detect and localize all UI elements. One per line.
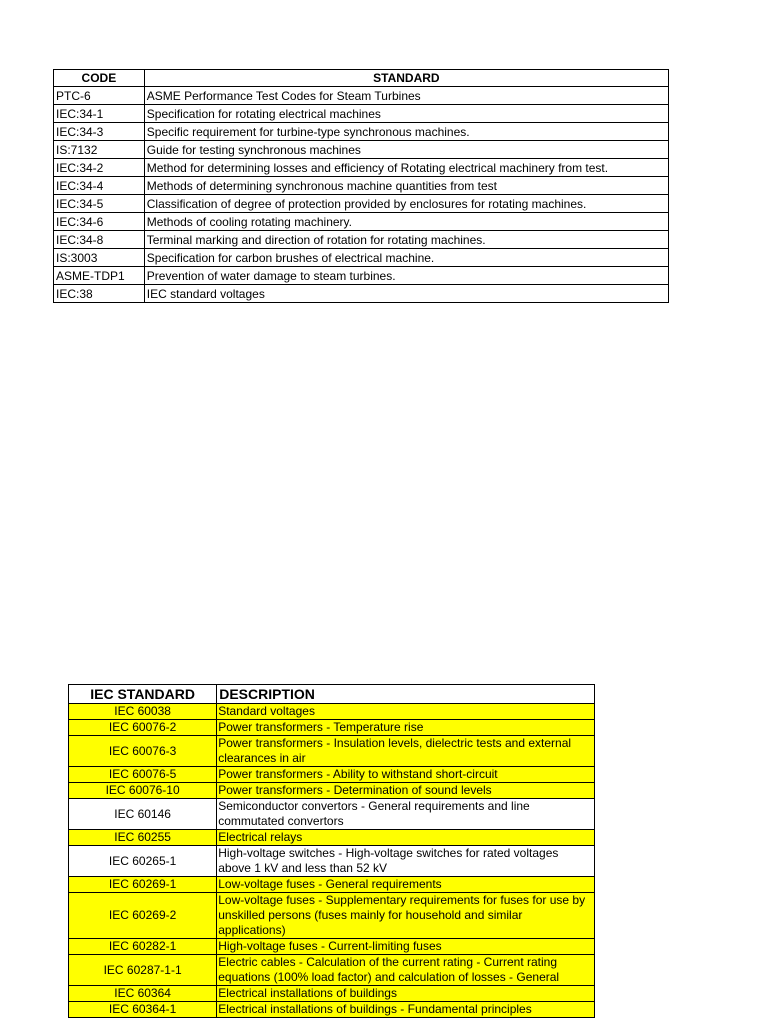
- standard-cell: ASME Performance Test Codes for Steam Turbines: [144, 87, 668, 105]
- iec-code-cell: IEC 60364-1: [69, 1002, 217, 1018]
- standard-cell: Methods of cooling rotating machinery.: [144, 213, 668, 231]
- table-body: [69, 704, 595, 1018]
- iec-code-cell: IEC 60364: [69, 986, 217, 1002]
- code-cell: PTC-6: [54, 87, 145, 105]
- table-row: [54, 141, 669, 159]
- table-row: [69, 939, 595, 955]
- iec-code-cell: IEC 60076-2: [69, 720, 217, 736]
- description-cell: High-voltage fuses - Current-limiting fuses: [217, 939, 595, 955]
- table-row: [54, 159, 669, 177]
- column-header-code: CODE: [54, 70, 145, 87]
- table-row: [69, 955, 595, 986]
- iec-code-cell: IEC 60038: [69, 704, 217, 720]
- table-row: [69, 799, 595, 830]
- code-cell: IEC:34-6: [54, 213, 145, 231]
- iec-code-cell: IEC 60076-5: [69, 767, 217, 783]
- standards-code-table: [53, 69, 669, 303]
- standard-cell: Terminal marking and direction of rotation for rotating machines.: [144, 231, 668, 249]
- table-row: [54, 123, 669, 141]
- column-header-description: DESCRIPTION: [217, 685, 595, 704]
- standard-cell: Guide for testing synchronous machines: [144, 141, 668, 159]
- iec-code-cell: IEC 60076-3: [69, 736, 217, 767]
- code-cell: IEC:34-5: [54, 195, 145, 213]
- table-row: [69, 846, 595, 877]
- iec-code-cell: IEC 60076-10: [69, 783, 217, 799]
- standard-cell: Specification for rotating electrical machines: [144, 105, 668, 123]
- table-row: [69, 877, 595, 893]
- description-cell: Power transformers - Ability to withstand short-circuit: [217, 767, 595, 783]
- standard-cell: Prevention of water damage to steam turbines.: [144, 267, 668, 285]
- table-row: [69, 893, 595, 939]
- description-cell: Semiconductor convertors - General requirements and line commutated convertors: [217, 799, 595, 830]
- description-cell: Standard voltages: [217, 704, 595, 720]
- iec-code-cell: IEC 60269-2: [69, 893, 217, 939]
- code-cell: IEC:34-1: [54, 105, 145, 123]
- table-header-row: [54, 70, 669, 87]
- standard-cell: Methods of determining synchronous machine quantities from test: [144, 177, 668, 195]
- iec-standards-table: [68, 684, 595, 1018]
- code-cell: IEC:34-3: [54, 123, 145, 141]
- table-row: [54, 195, 669, 213]
- column-header-standard: STANDARD: [144, 70, 668, 87]
- description-cell: Electrical relays: [217, 830, 595, 846]
- standard-cell: Specific requirement for turbine-type synchronous machines.: [144, 123, 668, 141]
- table-row: [69, 783, 595, 799]
- code-cell: IS:3003: [54, 249, 145, 267]
- iec-code-cell: IEC 60255: [69, 830, 217, 846]
- description-cell: Power transformers - Insulation levels, dielectric tests and external clearances in air: [217, 736, 595, 767]
- table-row: [54, 177, 669, 195]
- table-row: [69, 704, 595, 720]
- table-body: [54, 87, 669, 303]
- code-cell: IS:7132: [54, 141, 145, 159]
- table-row: [69, 720, 595, 736]
- description-cell: Low-voltage fuses - General requirements: [217, 877, 595, 893]
- description-cell: High-voltage switches - High-voltage switches for rated voltages above 1 kV and less than 52 kV: [217, 846, 595, 877]
- iec-code-cell: IEC 60146: [69, 799, 217, 830]
- code-cell: IEC:38: [54, 285, 145, 303]
- table-row: [54, 285, 669, 303]
- table-row: [69, 1002, 595, 1018]
- table-row: [69, 767, 595, 783]
- iec-code-cell: IEC 60269-1: [69, 877, 217, 893]
- code-cell: IEC:34-8: [54, 231, 145, 249]
- table-header-row: [69, 685, 595, 704]
- table-row: [69, 830, 595, 846]
- standard-cell: Method for determining losses and efficiency of Rotating electrical machinery from test.: [144, 159, 668, 177]
- column-header-iec-standard: IEC STANDARD: [69, 685, 217, 704]
- description-cell: Low-voltage fuses - Supplementary requirements for fuses for use by unskilled persons (fuses mainly for household and similar applications): [217, 893, 595, 939]
- standard-cell: IEC standard voltages: [144, 285, 668, 303]
- description-cell: Power transformers - Temperature rise: [217, 720, 595, 736]
- table-row: [54, 249, 669, 267]
- table-row: [54, 105, 669, 123]
- iec-code-cell: IEC 60287-1-1: [69, 955, 217, 986]
- code-cell: IEC:34-2: [54, 159, 145, 177]
- table-row: [54, 87, 669, 105]
- iec-code-cell: IEC 60282-1: [69, 939, 217, 955]
- code-cell: ASME-TDP1: [54, 267, 145, 285]
- table-row: [54, 267, 669, 285]
- code-cell: IEC:34-4: [54, 177, 145, 195]
- standard-cell: Classification of degree of protection provided by enclosures for rotating machines.: [144, 195, 668, 213]
- table-row: [54, 213, 669, 231]
- description-cell: Electrical installations of buildings - Fundamental principles: [217, 1002, 595, 1018]
- iec-code-cell: IEC 60265-1: [69, 846, 217, 877]
- table-row: [69, 736, 595, 767]
- table-row: [54, 231, 669, 249]
- description-cell: Power transformers - Determination of sound levels: [217, 783, 595, 799]
- table-row: [69, 986, 595, 1002]
- description-cell: Electric cables - Calculation of the current rating - Current rating equations (100% load factor) and calculation of losses - General: [217, 955, 595, 986]
- standard-cell: Specification for carbon brushes of electrical machine.: [144, 249, 668, 267]
- description-cell: Electrical installations of buildings: [217, 986, 595, 1002]
